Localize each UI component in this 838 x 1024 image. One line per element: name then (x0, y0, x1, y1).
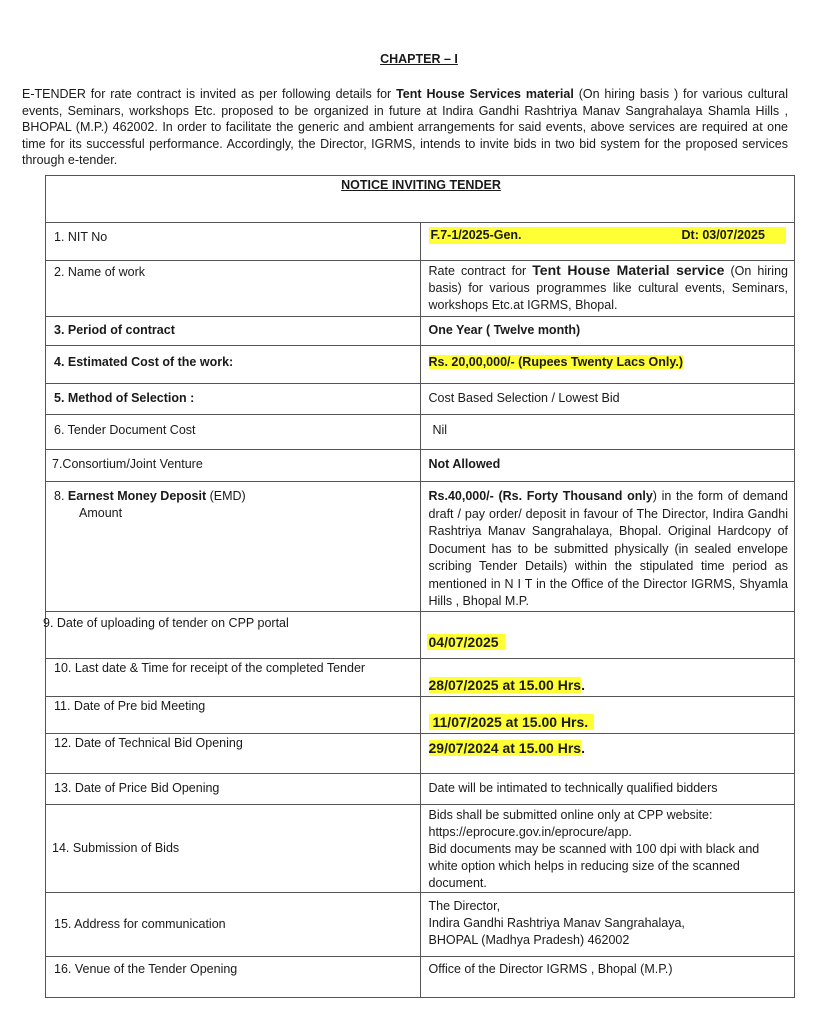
submission-url: https://eprocure.gov.in/eprocure/app. (428, 824, 632, 839)
prebid-label: 11. Date of Pre bid Meeting (46, 696, 421, 733)
nit-value (420, 223, 795, 261)
lastdate-value: 28/07/2025 at 15.00 Hrs (428, 676, 582, 693)
table-row (46, 804, 795, 892)
emd-label-bold: Earnest Money Deposit (67, 489, 207, 503)
lastdate-cell: 28/07/2025 at 15.00 Hrs. (420, 658, 795, 696)
venue-label: 16. Venue of the Tender Opening (46, 956, 421, 997)
table-row (46, 450, 795, 482)
table-row (46, 482, 795, 612)
venue-value: Office of the Director IGRMS , Bhopal (M.P.) (420, 956, 795, 997)
intro-paragraph (22, 86, 788, 169)
emd-label (46, 482, 421, 612)
upload-cell (420, 611, 795, 658)
price-label: 13. Date of Price Bid Opening (46, 773, 421, 804)
nit-label: 1. NIT No (46, 223, 421, 261)
submission-value (420, 804, 795, 892)
tech-value: 29/07/2024 at 15.00 Hrs (428, 739, 582, 756)
intro-text-1: E-TENDER for rate contract is invited as per following details for (22, 87, 397, 101)
notice-title: NOTICE INVITING TENDER (46, 176, 795, 223)
table-row (46, 415, 795, 450)
table-row (46, 773, 795, 804)
cost-label: 4. Estimated Cost of the work: (46, 346, 421, 384)
consortium-label: 7.Consortium/Joint Venture (46, 450, 421, 482)
emd-label-num: 8. (54, 489, 68, 503)
table-row (46, 384, 795, 415)
emd-value (420, 482, 795, 612)
submission-label: 14. Submission of Bids (46, 804, 421, 892)
emd-label-abbr: (EMD) (206, 489, 246, 503)
cost-value: Rs. 20,00,000/- (Rupees Twenty Lacs Only.) (428, 355, 683, 369)
prebid-cell (420, 696, 795, 733)
table-row (46, 892, 795, 956)
address-line-2: Indira Gandhi Rashtriya Manav Sangrahalaya, (428, 915, 685, 930)
name-of-work-text: Rate contract for (428, 264, 533, 278)
table-row (46, 956, 795, 997)
nit-date: Dt: 03/07/2025 (681, 228, 765, 242)
prebid-value-text: 11/07/2025 at 15.00 Hrs (432, 713, 585, 730)
table-row (46, 223, 795, 261)
nit-highlight (429, 227, 786, 244)
intro-text-2: (On hiring basis ) for various cultural events, Seminars, workshops Etc. proposed to be organized in future at Indira Gandhi Rashtriya Manav Sangrahalaya Shamla Hills , BHOPAL (M.P.) 462002. In order to facilitate the generic and ambient arrangements for said events, above services are required at one time for its successful performance. Accordingly, the Director, IGRMS, intends to invite bids in two bid system for the proposed services through e-tender. (22, 87, 788, 167)
consortium-value: Not Allowed (420, 450, 795, 482)
table-row (46, 611, 795, 658)
tech-label: 12. Date of Technical Bid Opening (46, 733, 421, 773)
intro-bold-service: Tent House Services material (396, 87, 574, 101)
submission-line-3: Bid documents may be scanned with 100 dpi with black and white option which helps in reducing size of the scanned document. (428, 841, 760, 890)
address-line-1: The Director, (428, 898, 501, 913)
prebid-value: 11/07/2025 at 15.00 Hrs. (429, 714, 595, 730)
tech-cell: 29/07/2024 at 15.00 Hrs. (420, 733, 795, 773)
name-of-work-text-2: (On hiring basis) for various programmes like cultural events, Seminars, workshops Etc.at IGRMS, Bhopal. (428, 264, 788, 312)
lastdate-label: 10. Last date & Time for receipt of the completed Tender (46, 658, 421, 696)
emd-label-amount: Amount (79, 506, 123, 520)
name-of-work-bold: Tent House Material service (532, 262, 725, 278)
method-value: Cost Based Selection / Lowest Bid (420, 384, 795, 415)
table-row (46, 658, 795, 696)
cost-cell (420, 346, 795, 384)
upload-value: 04/07/2025 (427, 634, 505, 650)
name-of-work-label: 2. Name of work (46, 261, 421, 317)
doc-cost-value: Nil (420, 415, 795, 450)
address-value (420, 892, 795, 956)
notice-table (45, 175, 795, 998)
chapter-title: CHAPTER – I (380, 52, 458, 66)
emd-value-bold: Rs.40,000/- (Rs. Forty Thousand only (428, 489, 653, 503)
emd-value-text: ) in the form of demand draft / pay order/ deposit in favour of The Director, Indira Gandhi Rashtriya Manav Sangrahalaya, Bhopal. Original Hardcopy of Document has to be submitted physically (in sealed envelope scribing Tender Details) within the stipulated time period as mentioned in N I T in the Office of the Director IGRMS, Shyamla Hills , Bhopal M.P. (428, 489, 788, 608)
table-row (46, 261, 795, 317)
upload-label: 9. Date of uploading of tender on CPP portal (43, 611, 418, 658)
table-row (46, 317, 795, 346)
period-value: One Year ( Twelve month) (420, 317, 795, 346)
doc-cost-label: 6. Tender Document Cost (46, 415, 421, 450)
nit-number: F.7-1/2025-Gen. (430, 228, 522, 242)
name-of-work-value (420, 261, 795, 317)
table-title-row (46, 176, 795, 223)
table-row (46, 346, 795, 384)
table-row (46, 696, 795, 733)
submission-line-1: Bids shall be submitted online only at CPP website: (428, 807, 713, 822)
price-value: Date will be intimated to technically qualified bidders (420, 773, 795, 804)
address-line-3: BHOPAL (Madhya Pradesh) 462002 (428, 932, 630, 947)
table-row (46, 733, 795, 773)
method-label: 5. Method of Selection : (46, 384, 421, 415)
period-label: 3. Period of contract (46, 317, 421, 346)
address-label: 15. Address for communication (46, 892, 421, 956)
